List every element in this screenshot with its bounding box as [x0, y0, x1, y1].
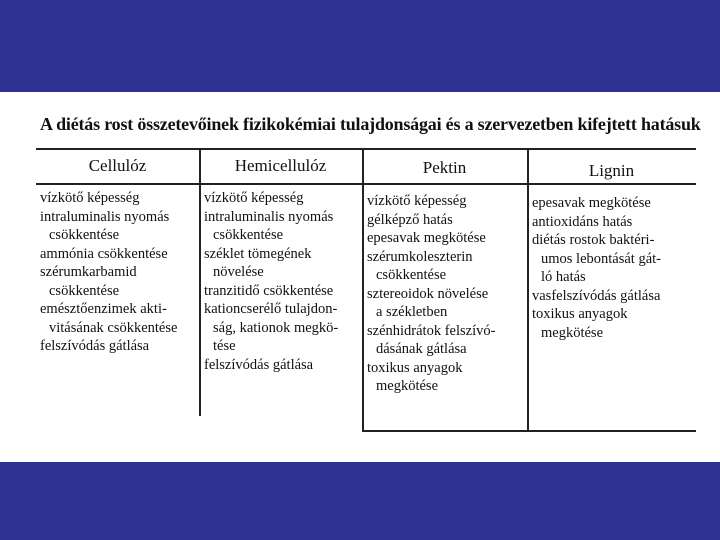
cell-line: szérumkoleszterin [367, 248, 473, 265]
cell-line: szérumkarbamid [40, 264, 137, 280]
cell-line: csökkentése [49, 282, 120, 299]
cell-line: ság, kationok megkö- [213, 319, 339, 336]
cell-line: toxikus anyagok [532, 306, 628, 322]
cell-line: umos lebontását gát- [541, 250, 662, 267]
cell-line: tése [213, 338, 236, 354]
cell-line: emésztőenzimek akti- [40, 301, 167, 317]
cell-line: kationcserélő tulajdon- [204, 301, 338, 317]
cell-line: a székletben [376, 304, 448, 320]
cell-line: ló hatás [541, 269, 586, 285]
cell-line: vitásának csökkentése [49, 319, 178, 336]
cell-line: felszívódás gátlása [204, 356, 314, 373]
column-pectin [367, 192, 495, 396]
bottom-blue-band [0, 462, 720, 540]
cell-line: antioxidáns hatás [532, 213, 633, 230]
cell-line: gélképző hatás [367, 211, 453, 228]
cell-line: megkötése [541, 324, 604, 341]
column-divider-2 [362, 148, 364, 430]
header-lignin: Lignin [588, 161, 635, 180]
table-top-rule [36, 148, 696, 150]
cell-line: ammónia csökkentése [40, 245, 168, 262]
cell-line: vízkötő képesség [367, 193, 467, 209]
column-lignin [532, 194, 661, 342]
column-cellulose [40, 189, 177, 356]
cell-line: csökkentése [49, 227, 120, 243]
cell-line: vízkötő képesség [204, 190, 304, 206]
cell-line: megkötése [376, 378, 439, 394]
cell-line: epesavak megkötése [367, 230, 486, 246]
cell-line: diétás rostok baktéri- [532, 232, 655, 248]
cell-line: intraluminalis nyomás [40, 208, 170, 225]
cell-line: növelése [213, 264, 264, 280]
cell-line: felszívódás gátlása [40, 338, 150, 354]
table-bottom-rule [362, 430, 696, 432]
cell-line: széklet tömegének [204, 245, 312, 262]
properties-table [0, 92, 720, 462]
document-sheet [0, 92, 720, 462]
cell-line: csökkentése [376, 267, 447, 283]
cell-line: tranzitidő csökkentése [204, 282, 334, 299]
cell-line: toxikus anyagok [367, 359, 463, 376]
column-divider-3 [527, 148, 529, 430]
header-bottom-rule [36, 183, 696, 185]
column-hemicellulose [204, 189, 338, 374]
header-hemicellulose: Hemicellulóz [234, 156, 327, 175]
cell-line: dásának gátlása [376, 341, 467, 357]
header-pectin: Pektin [422, 158, 467, 177]
cell-line: vasfelszívódás gátlása [532, 287, 661, 304]
table-title: A diétás rost összetevőinek fizikokémiai tulajdonságai és a szervezetben kifejtett hatásuk [40, 114, 701, 134]
cell-line: intraluminalis nyomás [204, 208, 334, 225]
cell-line: sztereoidok növelése [367, 285, 489, 302]
cell-line: vízkötő képesség [40, 190, 140, 206]
header-cellulose: Cellulóz [88, 156, 147, 175]
cell-line: csökkentése [213, 227, 284, 243]
top-blue-band [0, 0, 720, 92]
column-divider-1 [199, 148, 201, 416]
cell-line: epesavak megkötése [532, 195, 651, 211]
cell-line: szénhidrátok felszívó- [367, 322, 496, 339]
